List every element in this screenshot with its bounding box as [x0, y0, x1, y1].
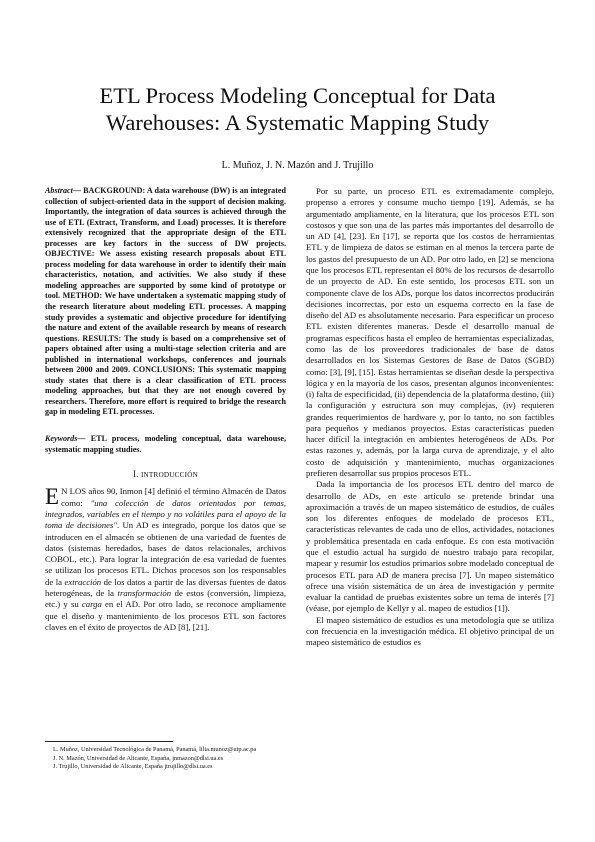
- authors: L. Muñoz, J. N. Mazón and J. Trujillo: [221, 160, 374, 171]
- title-line-2: Warehouses: A Systematic Mapping Study: [105, 110, 490, 135]
- section-heading: [45, 469, 286, 481]
- abstract-text: BACKGROUND: A data warehouse (DW) is an integrated collection of subject-oriented data in the support of decision making. Importantly, the integration of data sources is achieved through the use of ETL (Extract, Transform, and Load) processes. It is therefore extensively recognized that the appropriate design of the ETL processes are key factors in the success of DW projects. OBJECTIVE: We assess existing research proposals about ETL process modeling for data warehouse in order to identify their main characteristics, notation, and activities. We also study if these modeling approaches are supported by some kind of prototype or tool. METHOD: We have undertaken a systematic mapping study of the research literature about modeling ETL processes. A mapping study provides a systematic and objective procedure for identifying the nature and extent of the available research by means of research questions. RESULTS: The study is based on a comprehensive set of papers obtained after using a multi-stage selection criteria and are published in international workshops, conferences and journals between 2000 and 2009. CONCLUSIONS: This systematic mapping study states that there is a clear classification of ETL process modeling approaches, but that they are not enough covered by researchers. Therefore, more effort is required to bridge the research gap in modeling ETL processes.: [45, 186, 286, 417]
- paper-title: [40, 82, 555, 136]
- term-extraction: extracción: [64, 576, 102, 587]
- section-title: INTRODUCCIÓN: [140, 471, 199, 480]
- section-number: I.: [132, 469, 141, 480]
- intro-text-d: de estos (conversión, limpieza, etc.) y su: [45, 587, 287, 610]
- inmon-quote: "una colección de datos orientados por temas, integrados, variables en el tiempo y no volátiles para el apoyo de la toma de decisiones": [45, 497, 286, 531]
- intro-paragraph: [45, 486, 286, 633]
- keywords-text: ETL process, modeling conceptual, data warehouse, systematic mapping studies.: [45, 434, 286, 454]
- term-transformation: transformación: [117, 587, 172, 598]
- footnotes: [45, 746, 286, 772]
- abstract: Abstract— BACKGROUND: A data warehouse (DW) is an integrated collection of subject-oriented data in the support of decision making. Importantly, the integration of data sources is achieved through the use of ETL (Extract, Transform, and Load) processes. It is therefore extensively recognized that the appropriate design of the ETL processes are key factors in the success of DW projects. OBJECTIVE: We assess existing research proposals about ETL process modeling for data warehouse in order to identify their main characteristics, notation, and activities. We also study if these modeling approaches are supported by some kind of prototype or tool. METHOD: We have undertaken a systematic mapping study of the research literature about modeling ETL processes. A mapping study provides a systematic and objective procedure for identifying the nature and extent of the available research by means of research questions. RESULTS: The study is based on a comprehensive set of papers obtained after using a multi-stage selection criteria and are published in international workshops, conferences and journals between 2000 and 2009. CONCLUSIONS: This systematic mapping study states that there is a clear classification of ETL process modeling approaches, but that they are not enough covered by researchers. Therefore, more effort is required to bridge the research gap in modeling ETL processes.: [45, 186, 286, 417]
- right-paragraph-3: El mapeo sistemático de estudios es una metodología que se utiliza con frecuencia en la investigación médica. El objetivo principal de un mapeo sistemático de estudios es: [306, 614, 554, 648]
- left-column: [45, 186, 331, 633]
- footnote-author-1: L. Muñoz, Universidad Tecnológica de Panamá, Panamá, lilia.munoz@utp.ac.pa: [53, 746, 257, 753]
- title-line-1: ETL Process Modeling Conceptual for Data: [99, 83, 496, 108]
- intro-text-e: en el AD. Por otro lado, se reconoce ampliamente que el diseño y mantenimiento de los procesos ETL son factores claves en el éxito de proyectos de AD [8], [21].: [45, 599, 286, 632]
- keywords-label: Keywords: [45, 434, 78, 444]
- footnote-author-3: J. Trujillo, Universidad de Alicante, España jtrujillo@dlsi.ua.es: [53, 763, 213, 771]
- drop-cap: E: [45, 484, 60, 510]
- intro-text-b: . Un AD es integrado, porque los datos que se introducen en el almacén se obtienen de una variedad de fuentes de datos (sistemas heredados, bases de datos relacionales, archivos COBOL, etc.). Para lograr la integración de esa variedad de fuentes se utilizan los procesos ETL. Dichos procesos son los responsables de la: [45, 520, 286, 587]
- term-load: carga: [81, 599, 102, 610]
- keywords: Keywords— ETL process, modeling conceptual, data warehouse, systematic mapping studies.: [45, 434, 286, 454]
- footnote-author-2: J. N. Mazón, Universidad de Alicante, España, jnmazon@dlsi.ua.es: [53, 754, 224, 762]
- right-paragraph-1: Por su parte, un proceso ETL es extremadamente complejo, propenso a errores y consume mucho tiempo [19]. Además, se ha argumentado ampliamente, en la literatura, que los procesos ETL son costosos y que son una de las partes más importantes del desarrollo de un AD [4], [23]. En [17], se reporta que los costos de herramientas ETL y de limpieza de datos se estiman en al menos la tercera parte de los gastos del presupuesto de un AD. Por otro lado, en [2] se menciona que los procesos ETL representan el 80% de los recursos de desarrollo de un proyecto de AD. En este sentido, los procesos ETL son un componente clave de los ADs, porque los datos incorrectos producirán decisiones incorrectas, por esto un esquema correcto en la fase de diseño del AD es absolutamente necesario. Para especificar un proceso ETL existen diferentes maneras. Desde el desarrollo manual de programas específicos hasta el empleo de herramientas especializadas, como las de los proveedores tradicionales de base de datos desarrollados en los Sistemas Gestores de Base de Datos (SGBD) como: [3], [9], [15]. Estas herramientas se diseñan desde la perspectiva lógica y en la mayoría de los casos, presentan algunos inconvenientes: (i) falta de especificidad, (ii) dependencia de la plataforma destino, (iii) la configuración y estructura son muy complejas, (iv) requieren grandes requerimientos de hardware y, por lo tanto, no son factibles para pequeños y medianos proyectos. Estas características pueden hacer difícil la integración en ambientes heterogéneos de ADs. Por estas razones y, además, por la larga curva de aprendizaje, y el alto costo de adquisición y mantenimiento, muchas organizaciones prefieren desarrollar sus propios procesos ETL.: [306, 186, 554, 479]
- right-paragraph-2: Dada la importancia de los procesos ETL dentro del marco de desarrollo de ADs, en este artículo se pretende brindar una aproximación a través de un mapeo sistemático de estudios, de cuáles son los diferentes enfoques de modelado de procesos ETL, características relevantes de cada uno de ellos, actividades, notaciones y problemática presentada en cada enfoque. Es con esta motivación que el estudio actual ha surgido de nuestro trabajo para recopilar, mapear y resumir los estudios primarios sobre modelado conceptual de procesos ETL para AD de manera precisa [7]. Un mapeo sistemático ofrece una visión sistemática de un área de investigación y permite evaluar la cantidad de pruebas existentes sobre un tema de interés [7] (véase, por ejemplo de Kellyr y al. mapeo de estudios [1]).: [306, 479, 554, 614]
- footnote-rule: [45, 741, 173, 742]
- intro-text-c: de los datos a partir de las diversas fuentes de datos heterogéneas, de la: [45, 576, 286, 598]
- right-column: [306, 186, 554, 649]
- intro-text-a: N LOS años 90, Inmon [4] definió el término Almacén de Datos como:: [61, 486, 286, 508]
- abstract-label: Abstract: [45, 186, 73, 195]
